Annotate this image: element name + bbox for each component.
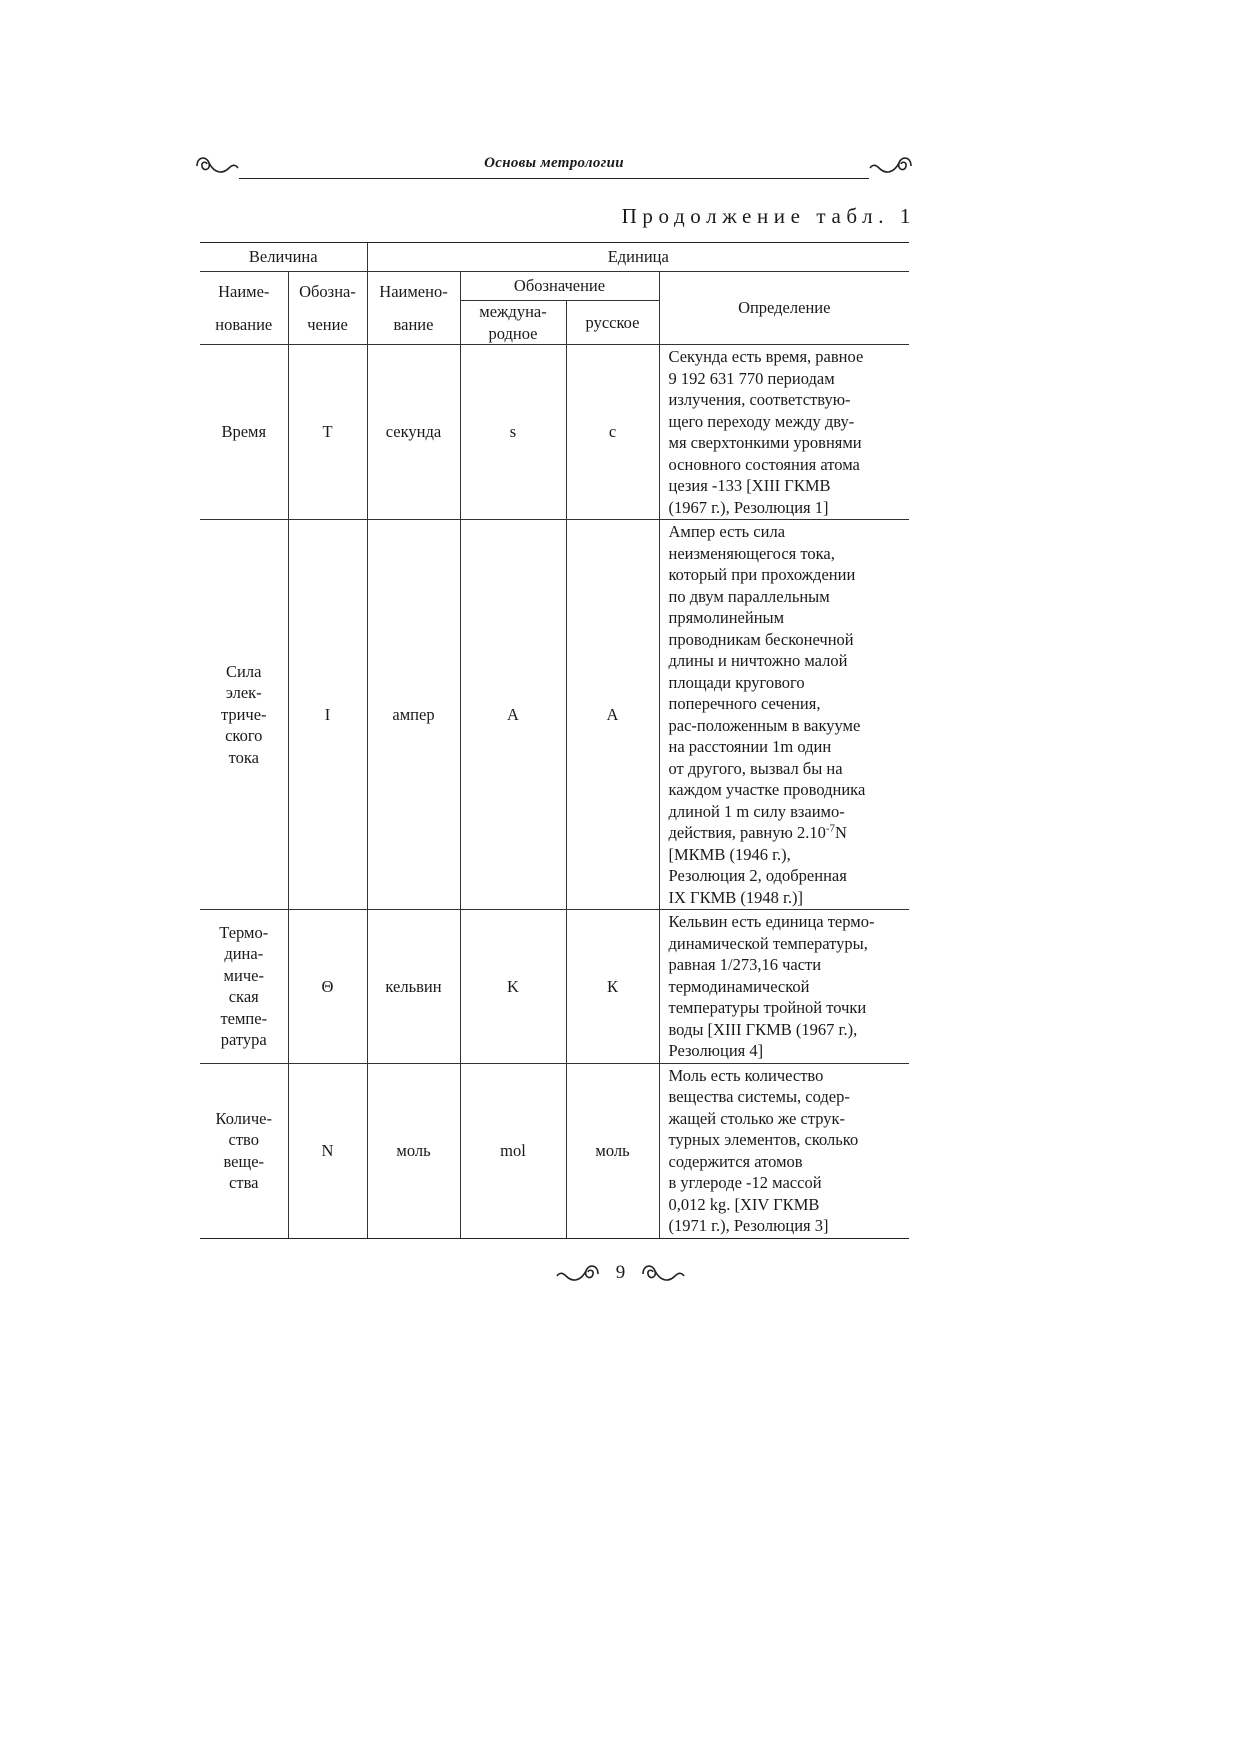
- name-line: ратура: [220, 1030, 267, 1050]
- unit-name-cell: кельвин: [367, 910, 460, 1064]
- name-line: элек-: [225, 683, 262, 703]
- ornament-swirl-icon: [556, 1258, 602, 1288]
- definition-line: длиной 1 m силу взаимо-: [668, 801, 845, 821]
- definition-line: каждом участке проводника: [668, 780, 866, 799]
- name-line: тока: [228, 747, 259, 767]
- header-unit: Единица: [367, 243, 909, 272]
- definition-line: площади кругового: [668, 672, 805, 692]
- unit-rus-symbol-cell: К: [566, 910, 659, 1064]
- running-title: Основы метрологии: [484, 155, 624, 171]
- unit-rus-symbol-cell: с: [566, 345, 659, 520]
- quantity-name-cell: [200, 1063, 288, 1238]
- definition-line: температуры тройной точки: [668, 998, 867, 1017]
- name-line: ства: [229, 1173, 259, 1192]
- definition-line: вещества системы, содер-: [668, 1087, 850, 1106]
- header-quantity: Величина: [200, 243, 367, 272]
- table-row: [200, 520, 909, 910]
- definition-cell: [659, 520, 909, 910]
- definition-line: содержится атомов: [668, 1151, 803, 1171]
- unit-rus-symbol-cell: А: [566, 520, 659, 910]
- page-footer: [0, 1258, 1241, 1288]
- unit-name-cell: моль: [367, 1063, 460, 1238]
- quantity-name-cell: [200, 345, 288, 520]
- table-header-row: [200, 243, 909, 272]
- name-line: темпе-: [220, 1008, 268, 1028]
- definition-line: действия, равную $2.10^{-7}N$: [668, 822, 847, 842]
- ornament-swirl-icon: [869, 150, 915, 180]
- name-line: Количе-: [215, 1108, 272, 1128]
- definition-line: который при прохождении: [668, 565, 856, 584]
- unit-name-cell: ампер: [367, 520, 460, 910]
- definition-line: рас-положенным в вакууме: [668, 715, 861, 735]
- header-unit-symbol-intl: междуна- родное: [460, 301, 566, 345]
- definition-line: Резолюция 2, одобренная: [668, 866, 847, 885]
- unit-intl-symbol-cell: K: [460, 910, 566, 1064]
- definition-line: [МКМВ (1946 г.),: [668, 844, 791, 864]
- definition-line: Секунда есть время, равное: [668, 347, 864, 366]
- name-line: веще-: [223, 1151, 265, 1171]
- definition-line: на расстоянии 1m один: [668, 737, 832, 756]
- header-unit-name: Наимено- вание: [367, 272, 460, 345]
- definition-cell: [659, 910, 909, 1064]
- table-row: [200, 910, 909, 1064]
- name-line: ство: [228, 1130, 259, 1149]
- name-line: миче-: [223, 965, 264, 985]
- definition-line: жащей столько же струк-: [668, 1108, 846, 1128]
- header-rule: [239, 178, 869, 179]
- definition-line: 9 192 631 770 периодам: [668, 368, 835, 388]
- name-line: дина-: [224, 944, 264, 964]
- definition-line: по двум параллельным: [668, 586, 830, 606]
- definition-line: Резолюция 4]: [668, 1041, 764, 1060]
- ornament-swirl-icon: [639, 1258, 685, 1288]
- running-header: [193, 150, 915, 184]
- units-table: [200, 242, 909, 1239]
- definition-line: проводникам бесконечной: [668, 629, 854, 649]
- definition-line: воды [XIII ГКМВ (1967 г.),: [668, 1019, 858, 1039]
- header-quantity-symbol: Обозна- чение: [288, 272, 367, 345]
- definition-line: неизменяющегося тока,: [668, 543, 835, 563]
- definition-line: Кельвин есть единица термо-: [668, 912, 875, 931]
- definition-line: прямолинейным: [668, 608, 785, 627]
- page-number: 9: [615, 1262, 626, 1283]
- unit-rus-symbol-cell: моль: [566, 1063, 659, 1238]
- unit-intl-symbol-cell: mol: [460, 1063, 566, 1238]
- quantity-symbol-cell: I: [288, 520, 367, 910]
- quantity-name-cell: [200, 910, 288, 1064]
- definition-line: Ампер есть сила: [668, 522, 786, 541]
- definition-line: Моль есть количество: [668, 1065, 824, 1085]
- quantity-symbol-cell: T: [288, 345, 367, 520]
- definition-line: в углероде -12 массой: [668, 1173, 822, 1192]
- definition-line: 0,012 kg. [XIV ГКМВ: [668, 1194, 820, 1214]
- name-line: Термо-: [219, 922, 269, 942]
- definition-cell: [659, 1063, 909, 1238]
- definition-line: термодинамической: [668, 976, 810, 996]
- definition-line: (1967 г.), Резолюция 1]: [668, 497, 829, 517]
- definition-line: мя сверхтонкими уровнями: [668, 433, 862, 452]
- definition-line: цезия -133 [XIII ГКМВ: [668, 476, 831, 495]
- definition-line: щего переходу между дву-: [668, 411, 855, 431]
- name-line: ского: [225, 726, 263, 746]
- definition-line: турных элементов, сколько: [668, 1130, 859, 1149]
- header-quantity-name: Наиме- нование: [200, 272, 288, 345]
- definition-line: (1971 г.), Резолюция 3]: [668, 1216, 829, 1235]
- definition-line: IX ГКМВ (1948 г.)]: [668, 887, 804, 907]
- table-row: [200, 1063, 909, 1238]
- name-line: Время: [221, 422, 267, 442]
- definition-line: излучения, соответствую-: [668, 390, 851, 409]
- name-line: ская: [228, 987, 259, 1007]
- header-definition: Определение: [659, 272, 909, 345]
- table-header-row: [200, 272, 909, 301]
- definition-line: длины и ничтожно малой: [668, 651, 848, 670]
- header-unit-symbol-rus: русское: [566, 301, 659, 345]
- name-line: Сила: [226, 661, 262, 681]
- unit-intl-symbol-cell: A: [460, 520, 566, 910]
- table-row: [200, 345, 909, 520]
- definition-cell: [659, 345, 909, 520]
- unit-name-cell: секунда: [367, 345, 460, 520]
- quantity-symbol-cell: N: [288, 1063, 367, 1238]
- definition-line: основного состояния атома: [668, 454, 860, 474]
- quantity-name-cell: [200, 520, 288, 910]
- header-unit-symbol: Обозначение: [460, 272, 659, 301]
- name-line: триче-: [220, 704, 267, 724]
- table-continuation-label: Продолжение табл. 1: [621, 204, 916, 228]
- definition-line: от другого, вызвал бы на: [668, 758, 843, 778]
- definition-line: динамической температуры,: [668, 933, 868, 953]
- definition-line: равная 1/273,16 части: [668, 955, 822, 974]
- quantity-symbol-cell: Θ: [288, 910, 367, 1064]
- definition-line: поперечного сечения,: [668, 694, 821, 713]
- unit-intl-symbol-cell: s: [460, 345, 566, 520]
